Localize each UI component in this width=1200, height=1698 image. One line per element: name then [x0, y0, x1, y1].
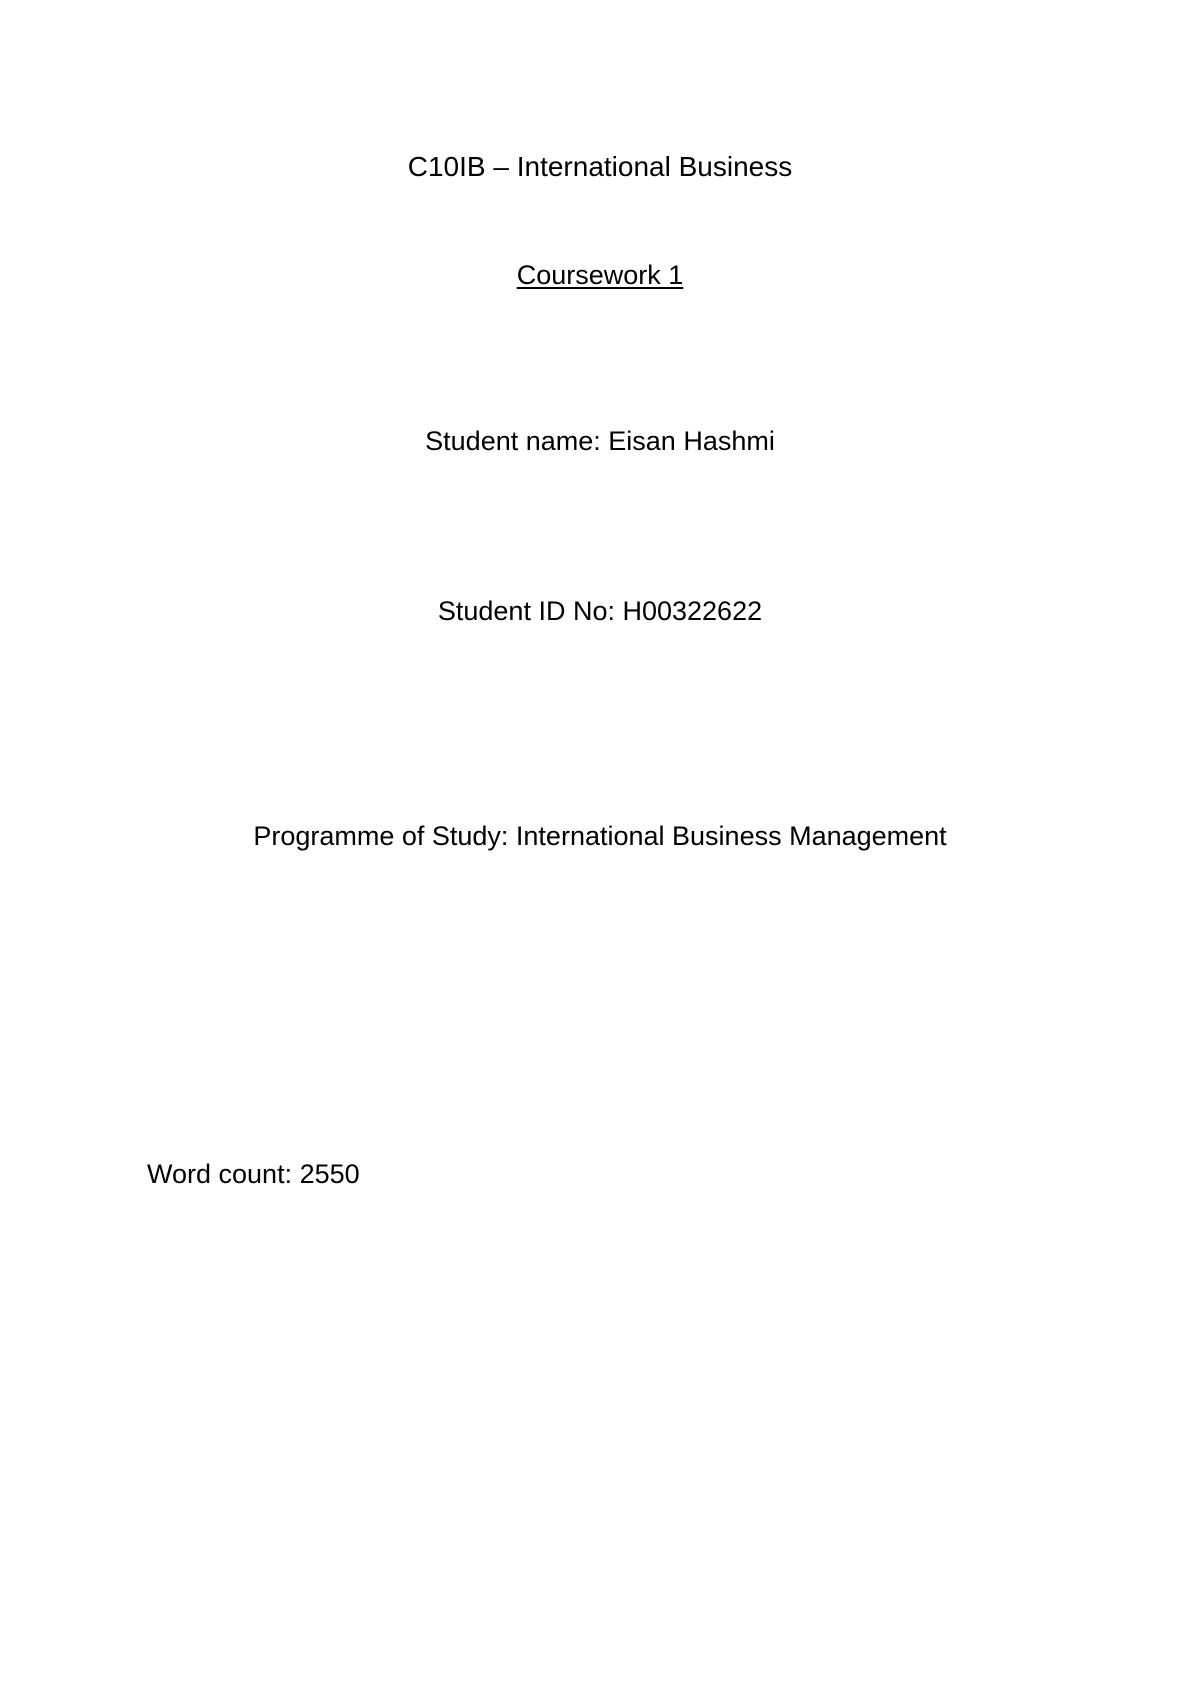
coursework-label: Coursework 1	[516, 260, 684, 290]
student-name: Student name: Eisan Hashmi	[425, 426, 775, 456]
word-count: Word count: 2550	[147, 1159, 360, 1189]
coursework-heading	[0, 258, 1200, 292]
document-title: C10IB – International Business	[407, 151, 793, 182]
student-id: Student ID No: H00322622	[437, 596, 763, 626]
programme-of-study: Programme of Study: International Business Management	[253, 821, 947, 851]
